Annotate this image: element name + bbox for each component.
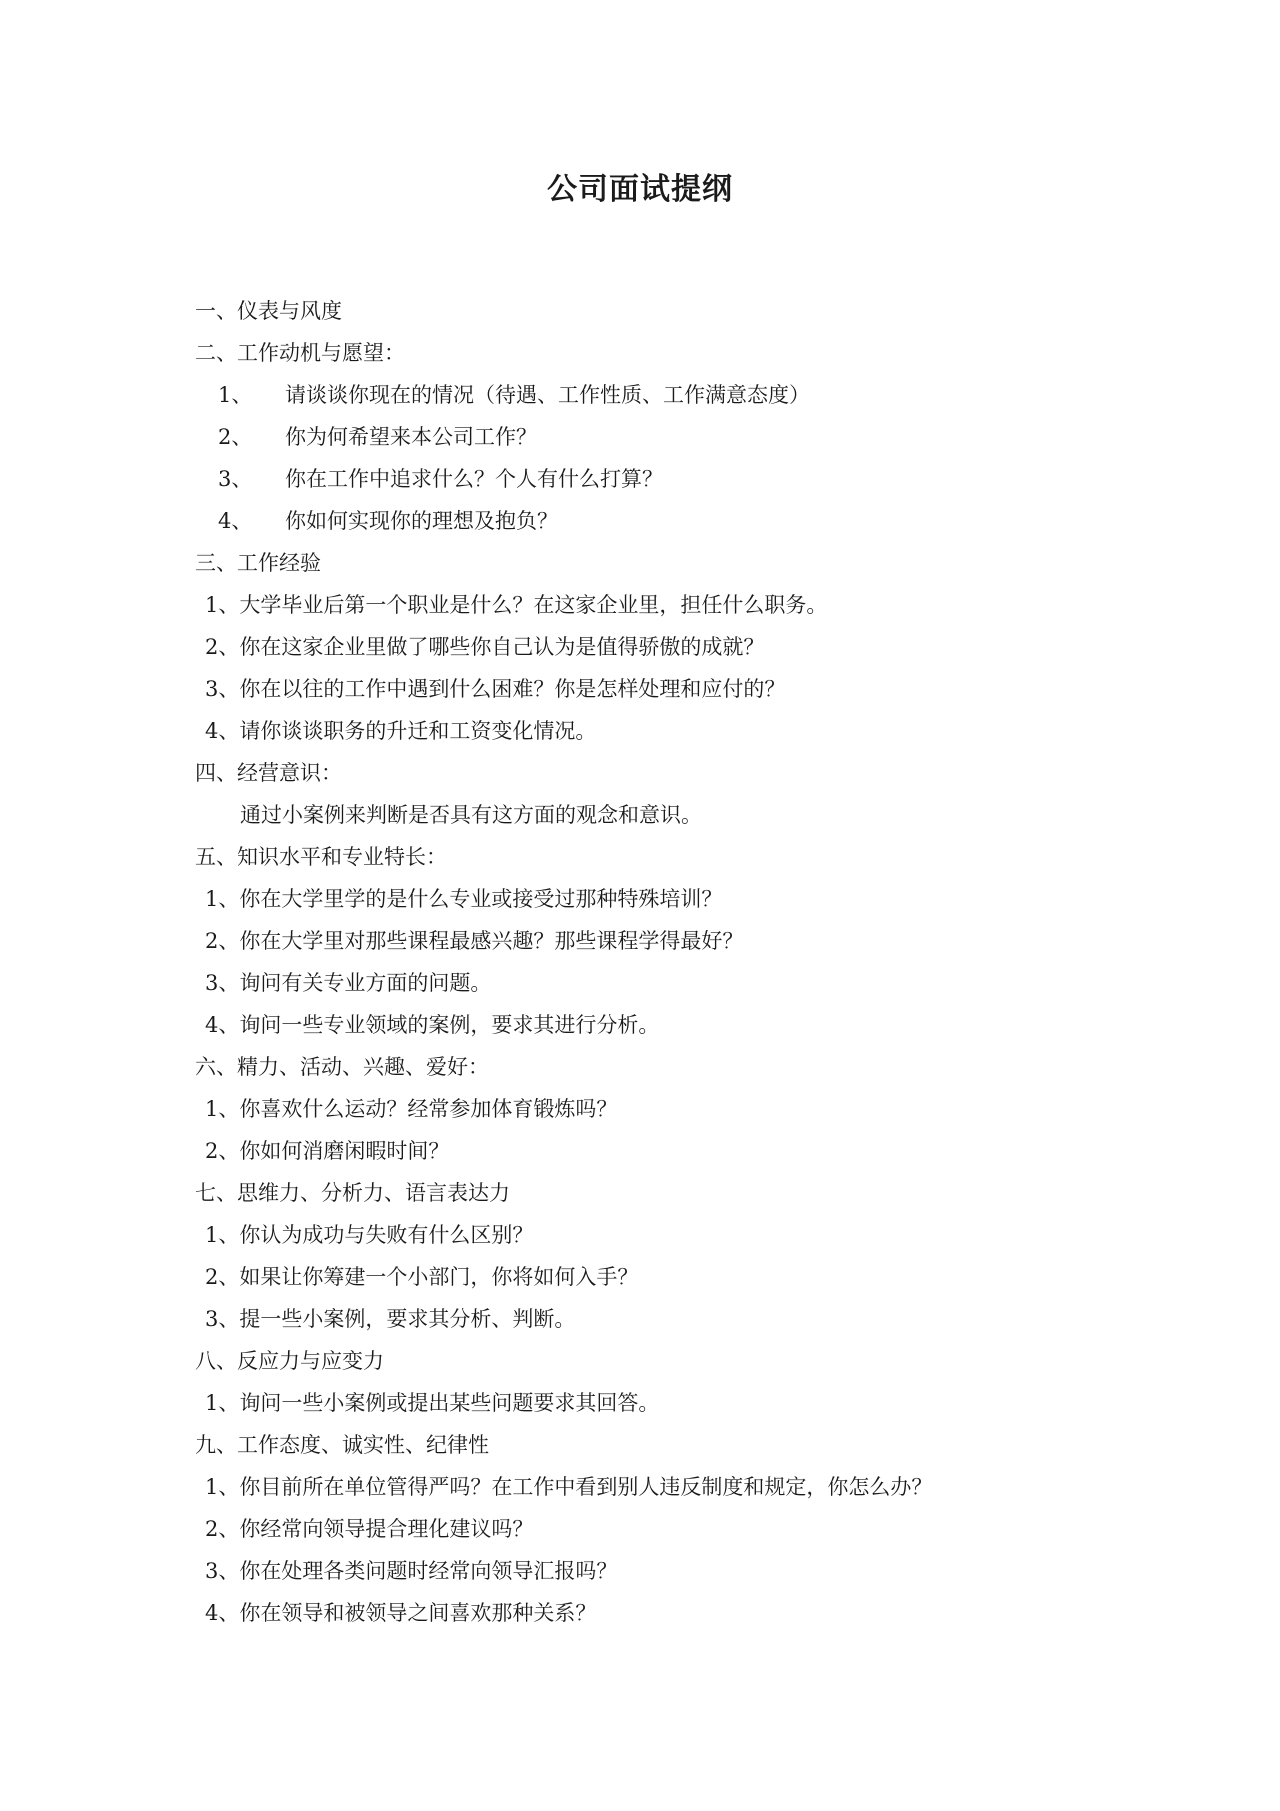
list-item: 4、请你谈谈职务的升迁和工资变化情况。 (205, 719, 597, 743)
document-title: 公司面试提纲 (547, 172, 733, 207)
list-item: 1、你在大学里学的是什么专业或接受过那种特殊培训？ (205, 887, 723, 911)
section-heading-7: 七、思维力、分析力、语言表达力 (195, 1181, 510, 1205)
section-heading-5: 五、知识水平和专业特长： (195, 845, 447, 869)
list-item: 1、你认为成功与失败有什么区别？ (205, 1223, 534, 1247)
list-item: 1、询问一些小案例或提出某些问题要求其回答。 (205, 1391, 660, 1415)
list-item: 1、你目前所在单位管得严吗？在工作中看到别人违反制度和规定，你怎么办？ (205, 1475, 933, 1499)
list-item-number: 1、 (218, 383, 253, 407)
list-item-number: 3、 (218, 467, 253, 491)
list-item-text: 你在工作中追求什么？个人有什么打算？ (285, 467, 663, 491)
list-item: 4、询问一些专业领域的案例，要求其进行分析。 (205, 1013, 660, 1037)
list-item: 1、大学毕业后第一个职业是什么？在这家企业里，担任什么职务。 (205, 593, 828, 617)
list-item: 3、你在处理各类问题时经常向领导汇报吗？ (205, 1559, 618, 1583)
section-heading-4: 四、经营意识： (195, 761, 342, 785)
list-item: 1、你喜欢什么运动？经常参加体育锻炼吗？ (205, 1097, 618, 1121)
list-item (0, 458, 1280, 500)
section-heading-9: 九、工作态度、诚实性、纪律性 (195, 1433, 489, 1457)
list-item: 2、你在大学里对那些课程最感兴趣？那些课程学得最好？ (205, 929, 744, 953)
section-heading-6: 六、精力、活动、兴趣、爱好： (195, 1055, 489, 1079)
list-item: 2、你经常向领导提合理化建议吗？ (205, 1517, 534, 1541)
list-item-text: 你为何希望来本公司工作？ (285, 425, 537, 449)
section-heading-8: 八、反应力与应变力 (195, 1349, 384, 1373)
list-item: 3、询问有关专业方面的问题。 (205, 971, 492, 995)
list-item-number: 4、 (218, 509, 253, 533)
list-item (0, 500, 1280, 542)
list-item: 3、提一些小案例，要求其分析、判断。 (205, 1307, 576, 1331)
list-item (0, 416, 1280, 458)
section-heading-3: 三、工作经验 (195, 551, 321, 575)
list-item: 2、你在这家企业里做了哪些你自己认为是值得骄傲的成就？ (205, 635, 765, 659)
section-heading-1: 一、仪表与风度 (195, 299, 342, 323)
list-item-text: 你如何实现你的理想及抱负？ (285, 509, 558, 533)
list-item: 2、如果让你筹建一个小部门，你将如何入手？ (205, 1265, 639, 1289)
section-heading-2: 二、工作动机与愿望： (195, 341, 405, 365)
list-item-text: 请谈谈你现在的情况（待遇、工作性质、工作满意态度） (285, 383, 810, 407)
list-item-number: 2、 (218, 425, 253, 449)
list-item: 2、你如何消磨闲暇时间？ (205, 1139, 450, 1163)
list-item (0, 374, 1280, 416)
list-item: 3、你在以往的工作中遇到什么困难？你是怎样处理和应付的？ (205, 677, 786, 701)
section-paragraph: 通过小案例来判断是否具有这方面的观念和意识。 (240, 803, 702, 827)
list-item: 4、你在领导和被领导之间喜欢那种关系？ (205, 1601, 597, 1625)
document-body (0, 290, 1280, 1634)
